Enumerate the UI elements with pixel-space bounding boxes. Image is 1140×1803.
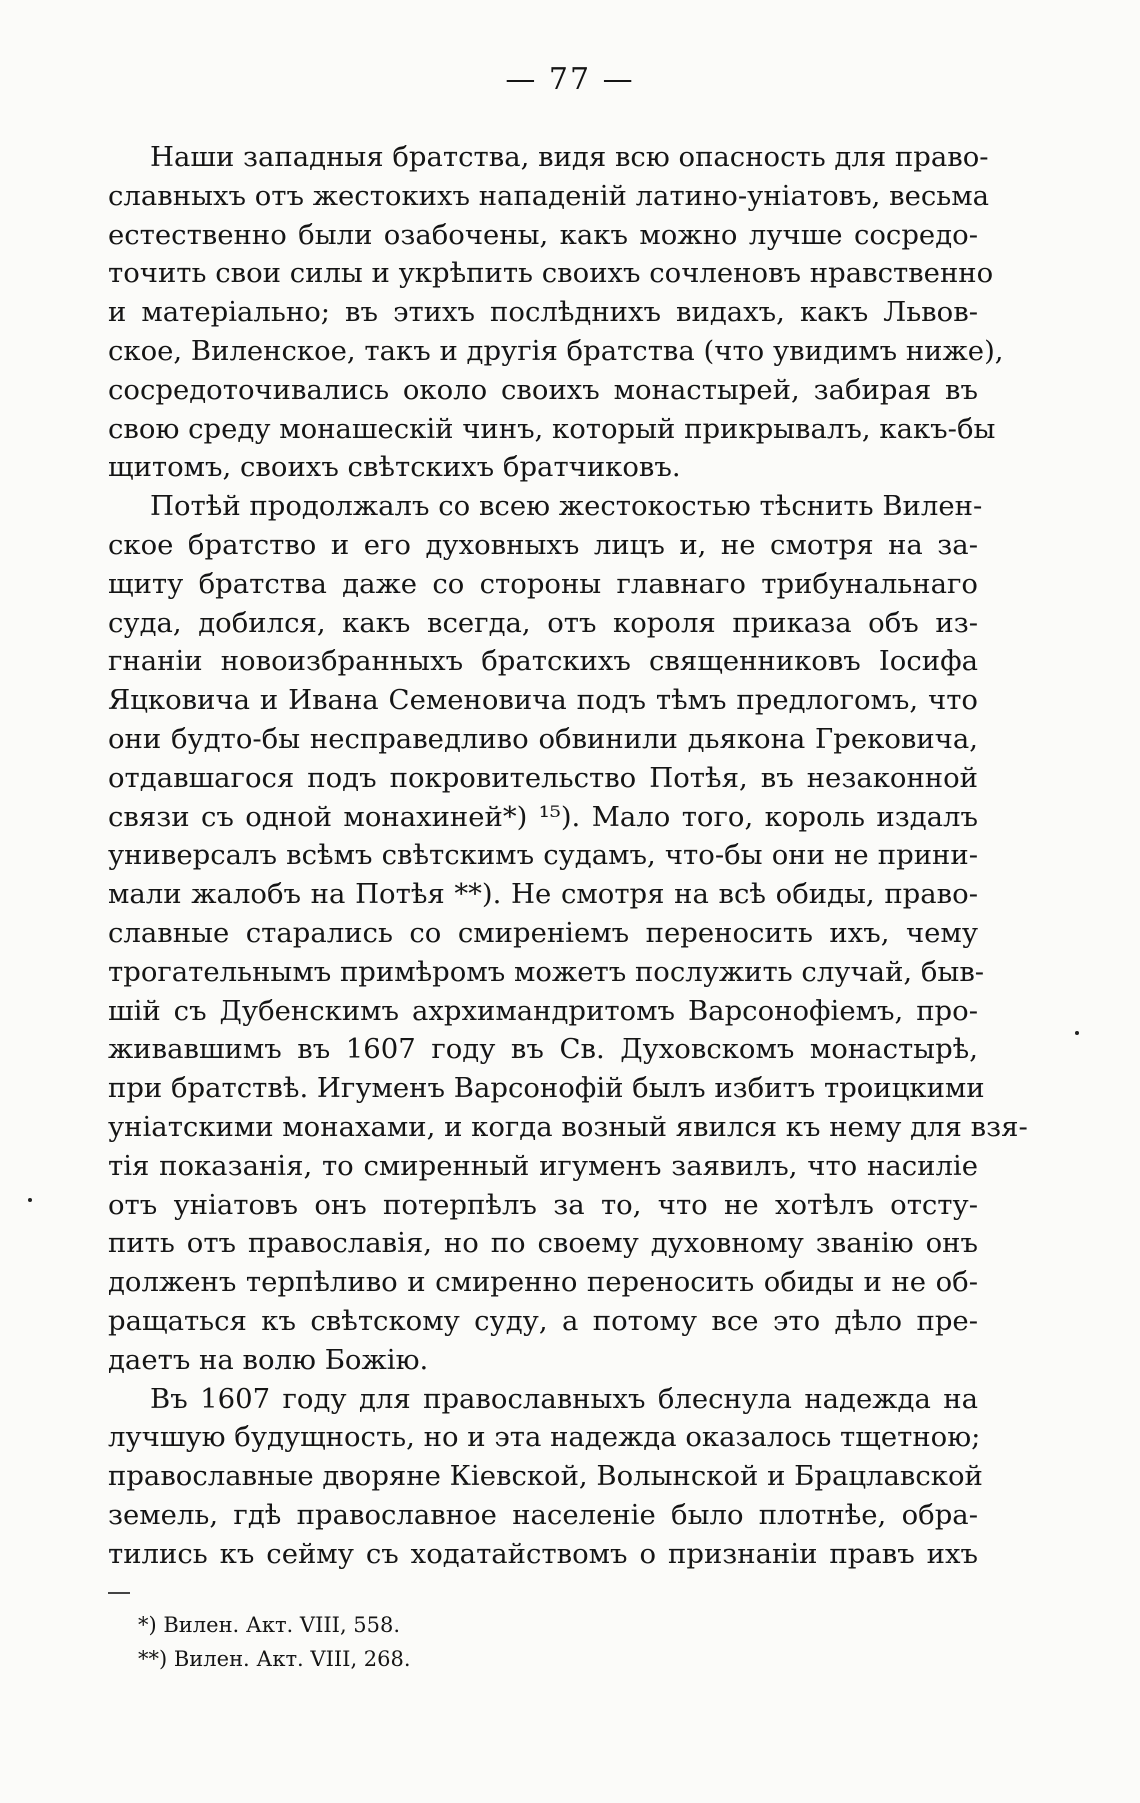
text-line: православные дворяне Кіевской, Волынской и Брацлавской	[108, 1460, 983, 1493]
footnote: *) Вилен. Акт. VIII, 558.	[138, 1613, 401, 1637]
margin-speck	[28, 1198, 32, 1202]
text-line: даетъ на волю Божію.	[108, 1343, 429, 1376]
footnote-rule	[108, 1592, 130, 1594]
text-line: щитомъ, своихъ свѣтскихъ братчиковъ.	[108, 451, 681, 484]
text-line: Потѣй продолжалъ со всею жестокостью тѣснить Вилен-	[150, 490, 983, 523]
text-line: славные старались со смиреніемъ переносить ихъ, чему	[108, 916, 978, 949]
text-line: точить свои силы и укрѣпить своихъ сочленовъ нравственно	[108, 257, 994, 290]
text-line: отдавшагося подъ покровительство Потѣя, въ незаконной	[108, 761, 978, 794]
page-number: — 77 —	[505, 62, 635, 97]
footnotes	[138, 1608, 411, 1676]
text-line: ское братство и его духовныхъ лицъ и, не смотря на за-	[108, 528, 978, 561]
text-line: Яцковича и Ивана Семеновича подъ тѣмъ предлогомъ, что	[108, 684, 978, 717]
text-line: живавшимъ въ 1607 году въ Св. Духовскомъ монастырѣ,	[108, 1033, 978, 1066]
text-line: лучшую будущность, но и эта надежда оказалось тщетною;	[108, 1421, 981, 1454]
text-line: ращаться къ свѣтскому суду, а потому все это дѣло пре-	[108, 1304, 978, 1337]
text-line: тились къ сейму съ ходатайствомъ о признаніи правъ ихъ	[108, 1537, 978, 1570]
main-text	[108, 138, 1028, 1573]
text-line: они будто-бы несправедливо обвинили дьякона Грековича,	[108, 722, 978, 755]
text-line: и матеріально; въ этихъ послѣднихъ видахъ, какъ Львов-	[108, 296, 978, 329]
text-line: Наши западныя братства, видя всю опасность для право-	[150, 141, 989, 173]
text-line: трогательнымъ примѣромъ можетъ послужить случай, быв-	[108, 955, 985, 988]
text-line: связи съ одной монахиней*) ¹⁵). Мало того, король издалъ	[108, 800, 978, 833]
text-line: долженъ терпѣливо и смиренно переносить обиды и не об-	[108, 1266, 978, 1299]
footnote: **) Вилен. Акт. VIII, 268.	[138, 1647, 411, 1671]
text-line: сосредоточивались около своихъ монастырей, забирая въ	[108, 373, 978, 406]
text-line: пить отъ православія, но по своему духовному званію онъ	[108, 1227, 978, 1260]
text-line: ское, Виленское, такъ и другія братства (что увидимъ ниже),	[108, 334, 1004, 367]
text-line: щиту братства даже со стороны главнаго трибунальнаго	[108, 567, 978, 600]
text-line: суда, добился, какъ всегда, отъ короля приказа объ из-	[108, 606, 978, 639]
text-line: славныхъ отъ жестокихъ нападеній латино-уніатовъ, весьма	[108, 179, 990, 212]
text-line: отъ уніатовъ онъ потерпѣлъ за то, что не хотѣлъ отсту-	[108, 1188, 978, 1221]
text-line: земель, гдѣ православное населеніе было плотнѣе, обра-	[108, 1498, 978, 1531]
margin-speck	[1075, 1031, 1079, 1035]
text-line: естественно были озабочены, какъ можно лучше сосредо-	[108, 218, 978, 251]
text-line: универсалъ всѣмъ свѣтскимъ судамъ, что-бы они не прини-	[108, 839, 978, 872]
text-line: при братствѣ. Игуменъ Варсонофій былъ избитъ троицкими	[108, 1072, 985, 1105]
text-line: шій съ Дубенскимъ ахрхимандритомъ Варсонофіемъ, про-	[108, 994, 978, 1027]
text-line: тія показанія, то смиренный игуменъ заявилъ, что насиліе	[108, 1149, 978, 1182]
text-line: свою среду монашескій чинъ, который прикрывалъ, какъ-бы	[108, 412, 996, 445]
text-line: мали жалобъ на Потѣя **). Не смотря на всѣ обиды, право-	[108, 878, 978, 911]
text-line: уніатскими монахами, и когда возный явился къ нему для взя-	[108, 1110, 1028, 1143]
text-line: гнаніи новоизбранныхъ братскихъ священниковъ Іосифа	[108, 645, 978, 678]
text-line: Въ 1607 году для православныхъ блеснула надежда на	[150, 1382, 978, 1415]
